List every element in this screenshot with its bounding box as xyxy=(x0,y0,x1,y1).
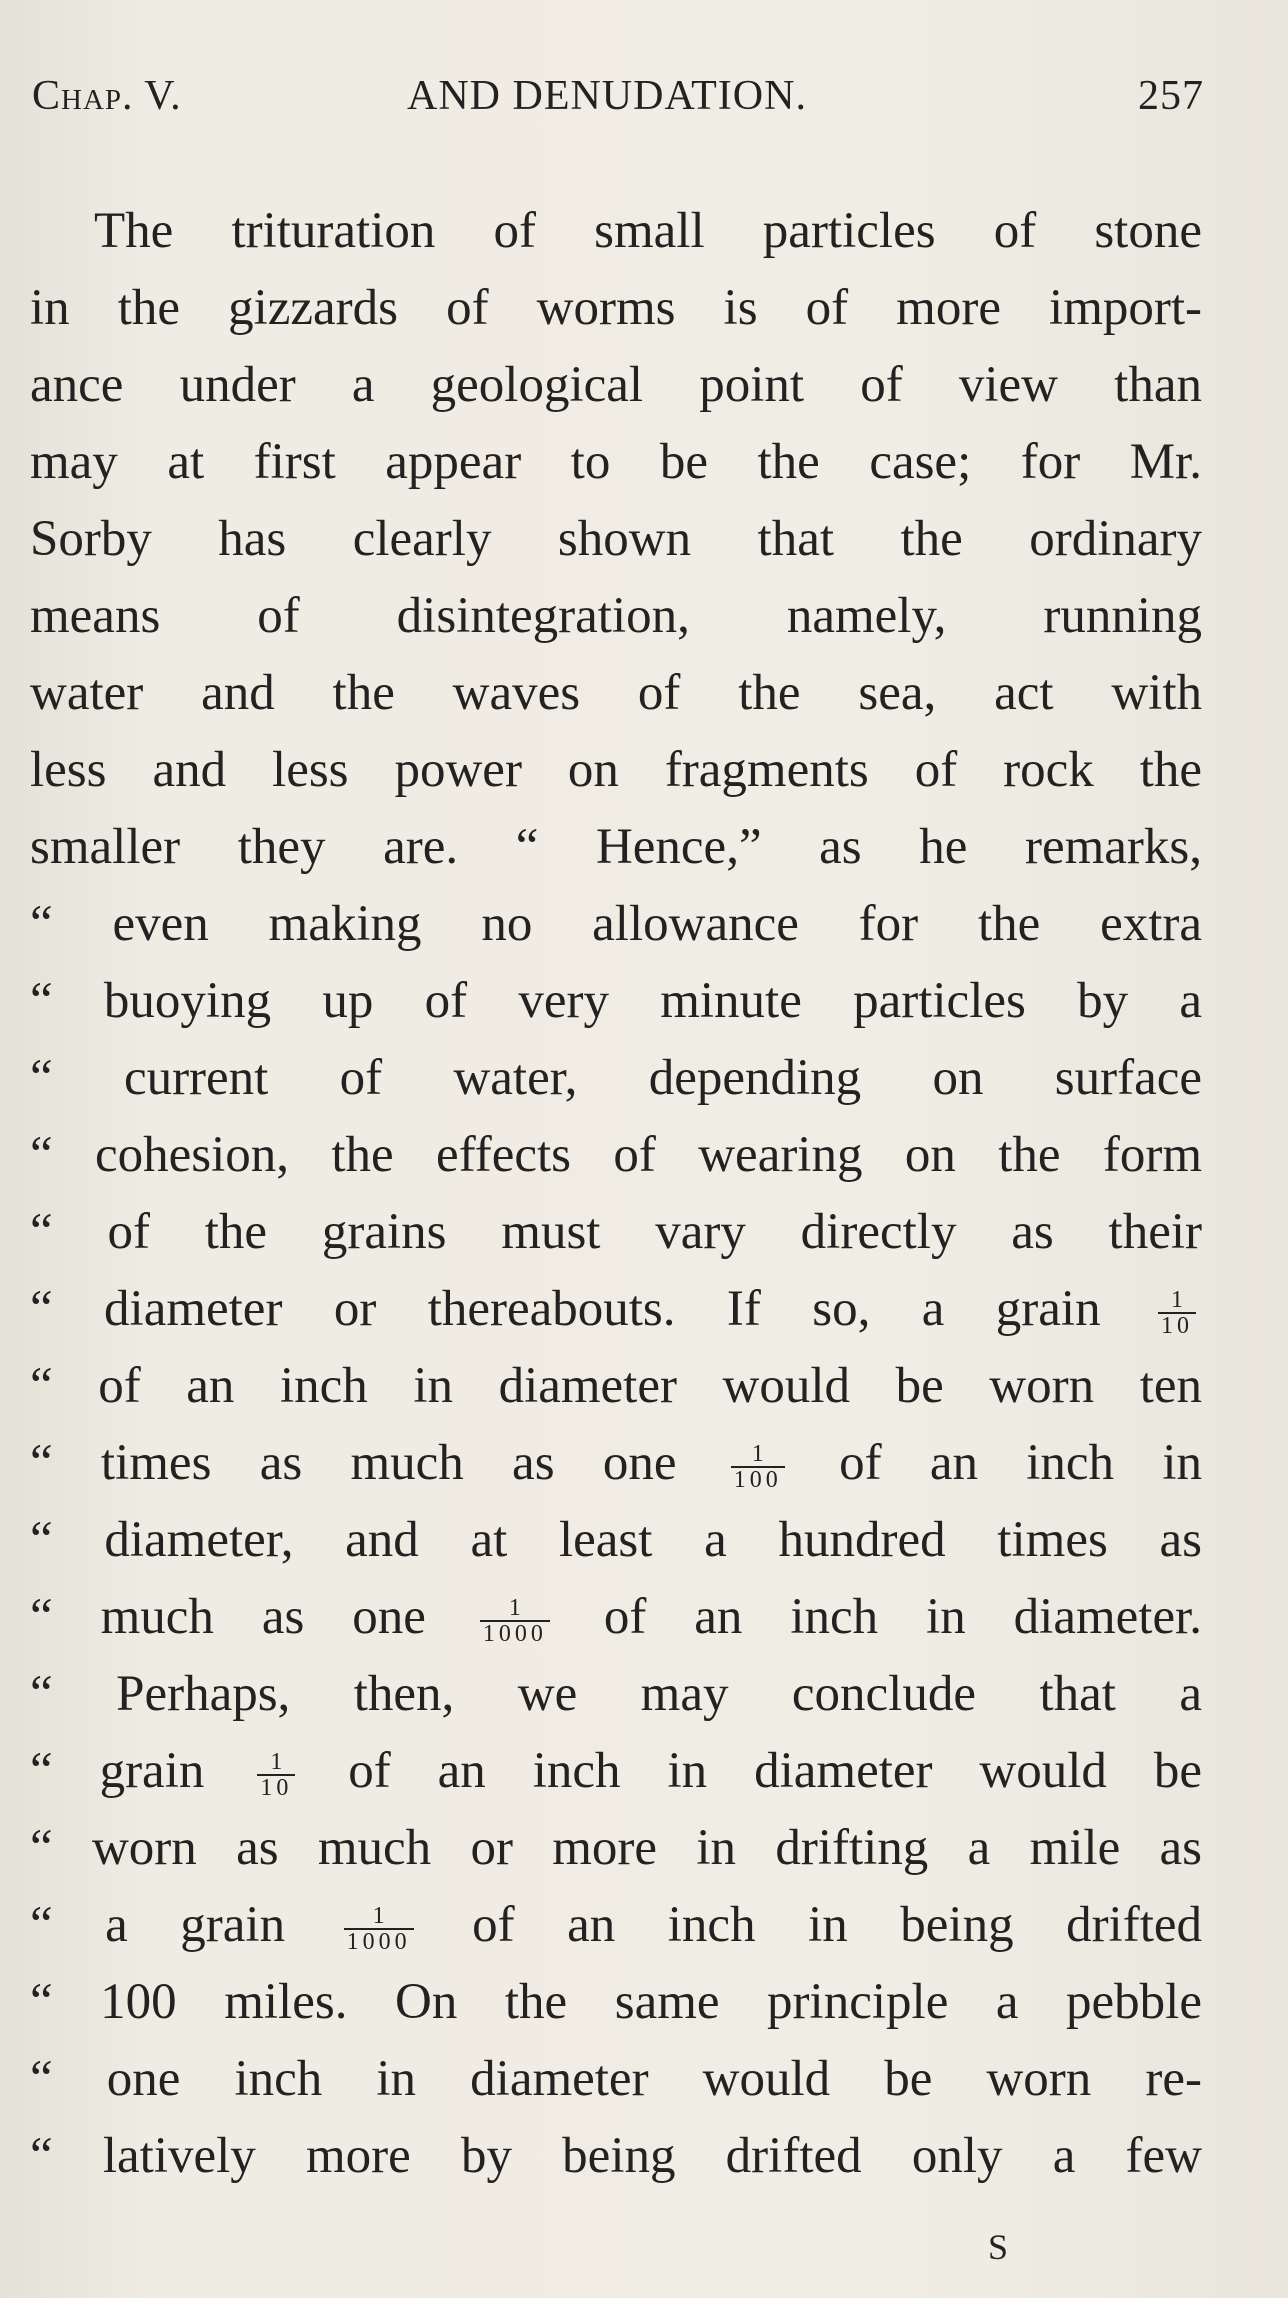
line-text: less and less power on fragments of rock the xyxy=(30,742,1202,798)
line-text: “ 100 miles. On the same principle a pebble xyxy=(30,1974,1202,2030)
line-text: “ a grain xyxy=(30,1897,286,1953)
text-line xyxy=(30,732,1202,809)
line-text: “ diameter, and at least a hundred times as xyxy=(30,1512,1202,1568)
signature-mark: S xyxy=(988,2227,1009,2267)
page-number: 257 xyxy=(1138,73,1204,119)
text-line xyxy=(30,963,1202,1040)
line-text-continued: of an inch in xyxy=(839,1435,1203,1491)
fraction-numerator: 1 xyxy=(372,1903,385,1930)
fraction-numerator: 1 xyxy=(1171,1287,1184,1314)
text-line xyxy=(30,655,1202,732)
text-line xyxy=(30,1733,1202,1810)
text-line xyxy=(30,1656,1202,1733)
text-line xyxy=(30,347,1202,424)
running-head xyxy=(32,72,1204,132)
text-line xyxy=(30,2118,1202,2195)
fraction-denominator: 10 xyxy=(1158,1312,1196,1338)
body-text xyxy=(30,193,1202,2195)
line-text: “ current of water, depending on surface xyxy=(30,1050,1202,1106)
line-text-continued: of an inch in being drifted xyxy=(472,1897,1203,1953)
line-text: “ worn as much or more in drifting a mile as xyxy=(30,1820,1202,1876)
fraction xyxy=(480,1596,550,1646)
text-line xyxy=(30,1117,1202,1194)
text-line xyxy=(30,1810,1202,1887)
text-line xyxy=(30,1194,1202,1271)
fraction xyxy=(1158,1288,1196,1338)
line-text: The trituration of small particles of stone xyxy=(94,203,1202,259)
text-line xyxy=(30,578,1202,655)
fraction xyxy=(344,1904,414,1954)
text-line xyxy=(30,1425,1202,1502)
line-text: in the gizzards of worms is of more import- xyxy=(30,280,1202,336)
line-text: “ grain xyxy=(30,1743,205,1799)
line-text: “ diameter or thereabouts. If so, a grain xyxy=(30,1281,1101,1337)
line-text: “ cohesion, the effects of wearing on the form xyxy=(30,1127,1202,1183)
line-text: smaller they are. “ Hence,” as he remarks, xyxy=(30,819,1202,875)
running-title: AND DENUDATION. xyxy=(407,73,807,119)
fraction xyxy=(731,1442,785,1492)
line-text: “ Perhaps, then, we may conclude that a xyxy=(30,1666,1202,1722)
line-text: ance under a geological point of view than xyxy=(30,357,1202,413)
text-line xyxy=(30,1040,1202,1117)
fraction-denominator: 1000 xyxy=(344,1928,414,1954)
chapter-label: Chap. V. xyxy=(32,73,182,119)
text-line xyxy=(30,2041,1202,2118)
text-line xyxy=(30,424,1202,501)
line-text: “ one inch in diameter would be worn re- xyxy=(30,2051,1202,2107)
text-line xyxy=(30,270,1202,347)
text-line xyxy=(30,1348,1202,1425)
line-text: “ of the grains must vary directly as their xyxy=(30,1204,1202,1260)
line-text-continued: of an inch in diameter would be xyxy=(348,1743,1202,1799)
line-text: means of disintegration, namely, running xyxy=(30,588,1202,644)
line-text: “ much as one xyxy=(30,1589,426,1645)
fraction-denominator: 1000 xyxy=(480,1620,550,1646)
line-text: water and the waves of the sea, act with xyxy=(30,665,1202,721)
line-text: “ latively more by being drifted only a few xyxy=(30,2128,1202,2184)
text-line xyxy=(30,1579,1202,1656)
line-text: Sorby has clearly shown that the ordinary xyxy=(30,511,1202,567)
line-text: “ of an inch in diameter would be worn ten xyxy=(30,1358,1202,1414)
line-text: “ times as much as one xyxy=(30,1435,677,1491)
line-text: may at first appear to be the case; for Mr. xyxy=(30,434,1202,490)
text-line xyxy=(30,193,1202,270)
fraction xyxy=(257,1750,295,1800)
line-text: “ buoying up of very minute particles by a xyxy=(30,973,1202,1029)
fraction-denominator: 100 xyxy=(731,1466,785,1492)
text-line xyxy=(30,809,1202,886)
fraction-numerator: 1 xyxy=(508,1595,521,1622)
text-line xyxy=(30,1502,1202,1579)
line-text-continued: of an inch in diameter. xyxy=(603,1589,1203,1645)
text-line xyxy=(30,1271,1202,1348)
fraction-numerator: 1 xyxy=(270,1749,283,1776)
text-line xyxy=(30,501,1202,578)
line-text: “ even making no allowance for the extra xyxy=(30,896,1202,952)
text-line xyxy=(30,886,1202,963)
fraction-denominator: 10 xyxy=(257,1774,295,1800)
fraction-numerator: 1 xyxy=(751,1441,764,1468)
text-line xyxy=(30,1887,1202,1964)
text-line xyxy=(30,1964,1202,2041)
